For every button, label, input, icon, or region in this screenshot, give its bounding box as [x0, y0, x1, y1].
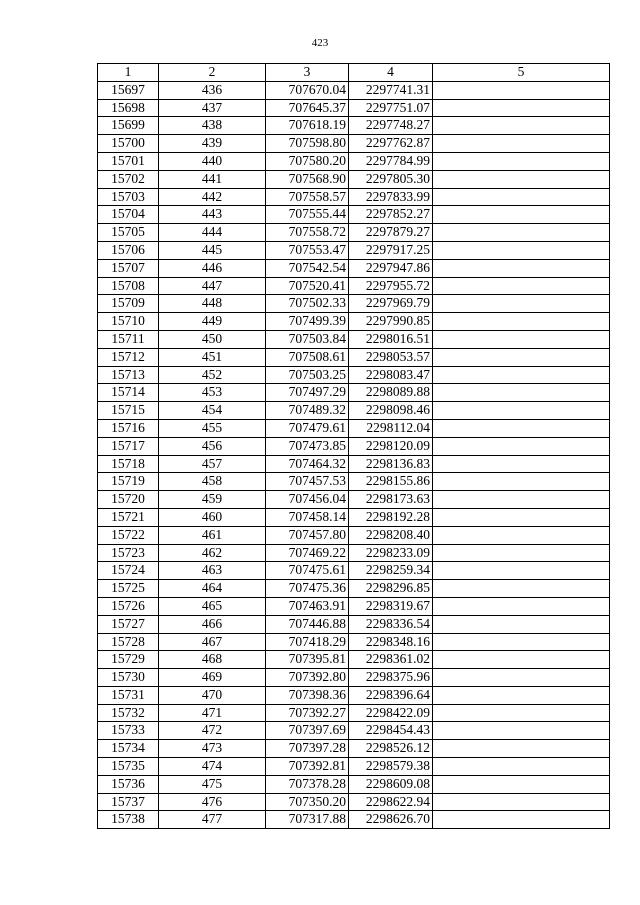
table-cell [433, 562, 610, 580]
table-cell: 15724 [98, 562, 159, 580]
table-cell: 707568.90 [266, 170, 349, 188]
table-row [98, 491, 610, 509]
table-cell: 463 [159, 562, 266, 580]
table-cell: 460 [159, 508, 266, 526]
table-cell: 2298016.51 [349, 330, 433, 348]
table-cell: 468 [159, 651, 266, 669]
table-cell: 472 [159, 722, 266, 740]
table-cell: 15734 [98, 740, 159, 758]
table-row [98, 295, 610, 313]
table-cell: 15710 [98, 313, 159, 331]
table-cell: 2297990.85 [349, 313, 433, 331]
table-cell [433, 152, 610, 170]
table-cell: 443 [159, 206, 266, 224]
table-cell [433, 740, 610, 758]
table-cell: 2298361.02 [349, 651, 433, 669]
table-cell: 15709 [98, 295, 159, 313]
table-cell: 449 [159, 313, 266, 331]
table-row [98, 615, 610, 633]
table-cell: 15719 [98, 473, 159, 491]
table-cell: 2298348.16 [349, 633, 433, 651]
table-cell: 464 [159, 580, 266, 598]
table-cell: 15712 [98, 348, 159, 366]
table-cell [433, 313, 610, 331]
table-cell: 2297955.72 [349, 277, 433, 295]
table-row [98, 508, 610, 526]
table-cell: 2297852.27 [349, 206, 433, 224]
table-cell: 15720 [98, 491, 159, 509]
table-cell: 2298422.09 [349, 704, 433, 722]
table-cell: 707398.36 [266, 686, 349, 704]
page-number: 423 [311, 37, 329, 49]
table-cell [433, 580, 610, 598]
table-cell: 461 [159, 526, 266, 544]
table-cell: 707473.85 [266, 437, 349, 455]
table-cell: 454 [159, 402, 266, 420]
column-header: 3 [266, 64, 349, 82]
table-cell: 2298609.08 [349, 775, 433, 793]
table-cell [433, 117, 610, 135]
table-row [98, 455, 610, 473]
table-cell: 707502.33 [266, 295, 349, 313]
table-cell: 707392.80 [266, 669, 349, 687]
table-row [98, 793, 610, 811]
table-row [98, 277, 610, 295]
table-cell: 707503.25 [266, 366, 349, 384]
table-row [98, 330, 610, 348]
table-row [98, 99, 610, 117]
table-cell: 707475.61 [266, 562, 349, 580]
table-cell: 466 [159, 615, 266, 633]
table-cell: 707508.61 [266, 348, 349, 366]
table-cell: 707497.29 [266, 384, 349, 402]
table-cell [433, 241, 610, 259]
table-cell: 707499.39 [266, 313, 349, 331]
table-cell: 707378.28 [266, 775, 349, 793]
table-cell: 15714 [98, 384, 159, 402]
table-cell: 15717 [98, 437, 159, 455]
table-cell: 474 [159, 758, 266, 776]
table-cell: 15698 [98, 99, 159, 117]
table-cell: 707446.88 [266, 615, 349, 633]
table-cell: 707542.54 [266, 259, 349, 277]
table-cell: 15713 [98, 366, 159, 384]
table-cell [433, 348, 610, 366]
table-cell: 2297748.27 [349, 117, 433, 135]
table-cell: 2297947.86 [349, 259, 433, 277]
table-cell [433, 455, 610, 473]
table-cell: 15715 [98, 402, 159, 420]
table-cell: 462 [159, 544, 266, 562]
table-cell: 444 [159, 224, 266, 242]
table-cell: 453 [159, 384, 266, 402]
table-row [98, 669, 610, 687]
table-cell: 15697 [98, 81, 159, 99]
table-cell [433, 811, 610, 829]
table-cell [433, 295, 610, 313]
column-header: 4 [349, 64, 433, 82]
table-row [98, 135, 610, 153]
table-row [98, 117, 610, 135]
table-cell [433, 473, 610, 491]
table-cell: 15718 [98, 455, 159, 473]
table-cell: 448 [159, 295, 266, 313]
table-cell: 707457.53 [266, 473, 349, 491]
table-cell: 2297762.87 [349, 135, 433, 153]
table-cell [433, 633, 610, 651]
table-cell: 15706 [98, 241, 159, 259]
table-cell [433, 99, 610, 117]
table-cell: 707670.04 [266, 81, 349, 99]
table-cell: 15699 [98, 117, 159, 135]
table-cell [433, 722, 610, 740]
table-cell: 477 [159, 811, 266, 829]
table-row [98, 473, 610, 491]
table-cell: 707418.29 [266, 633, 349, 651]
table-row [98, 384, 610, 402]
table-cell: 15738 [98, 811, 159, 829]
table-cell: 15730 [98, 669, 159, 687]
table-row [98, 633, 610, 651]
table-cell [433, 615, 610, 633]
table-cell: 707558.72 [266, 224, 349, 242]
table-cell: 2298155.86 [349, 473, 433, 491]
table-row [98, 152, 610, 170]
table-cell [433, 651, 610, 669]
table-cell: 2298098.46 [349, 402, 433, 420]
table-row [98, 259, 610, 277]
table-cell [433, 544, 610, 562]
table-cell [433, 526, 610, 544]
table-row [98, 170, 610, 188]
column-header: 1 [98, 64, 159, 82]
table-cell: 455 [159, 419, 266, 437]
table-row [98, 188, 610, 206]
table-cell: 15716 [98, 419, 159, 437]
table-cell: 436 [159, 81, 266, 99]
table-row [98, 437, 610, 455]
table-cell: 15726 [98, 597, 159, 615]
table-cell: 15700 [98, 135, 159, 153]
table-cell: 15736 [98, 775, 159, 793]
table-cell: 707392.27 [266, 704, 349, 722]
table-cell: 15733 [98, 722, 159, 740]
table-cell: 15707 [98, 259, 159, 277]
table-cell: 2297784.99 [349, 152, 433, 170]
table-cell: 469 [159, 669, 266, 687]
table-cell: 2298622.94 [349, 793, 433, 811]
table-cell: 470 [159, 686, 266, 704]
table-row [98, 206, 610, 224]
table-cell: 707463.91 [266, 597, 349, 615]
table-cell: 707645.37 [266, 99, 349, 117]
table-cell: 2297751.07 [349, 99, 433, 117]
table-cell: 451 [159, 348, 266, 366]
table-cell [433, 758, 610, 776]
table-cell: 447 [159, 277, 266, 295]
table-row [98, 313, 610, 331]
table-cell [433, 206, 610, 224]
table-cell: 2298526.12 [349, 740, 433, 758]
table-cell: 707558.57 [266, 188, 349, 206]
table-cell: 2298259.34 [349, 562, 433, 580]
table-cell: 450 [159, 330, 266, 348]
table-cell: 15702 [98, 170, 159, 188]
table-row [98, 402, 610, 420]
table-cell: 2298083.47 [349, 366, 433, 384]
table-row [98, 686, 610, 704]
table-row [98, 651, 610, 669]
table-cell: 2298375.96 [349, 669, 433, 687]
table-cell: 707397.69 [266, 722, 349, 740]
table-cell: 2297969.79 [349, 295, 433, 313]
table-cell: 476 [159, 793, 266, 811]
table-row [98, 419, 610, 437]
table-cell: 2298053.57 [349, 348, 433, 366]
table-row [98, 704, 610, 722]
table-cell: 2298579.38 [349, 758, 433, 776]
table-cell: 2298396.64 [349, 686, 433, 704]
table-cell: 15728 [98, 633, 159, 651]
table-cell: 2298208.40 [349, 526, 433, 544]
table-cell: 441 [159, 170, 266, 188]
table-cell [433, 508, 610, 526]
table-cell: 15721 [98, 508, 159, 526]
table-row [98, 811, 610, 829]
table-cell: 15723 [98, 544, 159, 562]
table-cell: 446 [159, 259, 266, 277]
table-cell: 2297805.30 [349, 170, 433, 188]
table-cell: 707350.20 [266, 793, 349, 811]
table-cell: 440 [159, 152, 266, 170]
table-cell [433, 81, 610, 99]
table-cell: 442 [159, 188, 266, 206]
table-cell: 707479.61 [266, 419, 349, 437]
table-cell: 2298626.70 [349, 811, 433, 829]
column-header: 2 [159, 64, 266, 82]
table-row [98, 597, 610, 615]
table-row [98, 241, 610, 259]
table-cell: 15737 [98, 793, 159, 811]
table-cell [433, 669, 610, 687]
table-row [98, 580, 610, 598]
table-cell [433, 170, 610, 188]
table-cell: 707397.28 [266, 740, 349, 758]
table-cell: 471 [159, 704, 266, 722]
table-row [98, 81, 610, 99]
table-cell: 707317.88 [266, 811, 349, 829]
table-cell: 15704 [98, 206, 159, 224]
table-cell: 707553.47 [266, 241, 349, 259]
table-cell: 2297879.27 [349, 224, 433, 242]
table-cell: 15735 [98, 758, 159, 776]
table-cell: 457 [159, 455, 266, 473]
table-row [98, 740, 610, 758]
table-row [98, 775, 610, 793]
table-cell: 2298120.09 [349, 437, 433, 455]
table-cell: 2298336.54 [349, 615, 433, 633]
table-row [98, 544, 610, 562]
table-cell [433, 135, 610, 153]
table-cell: 707598.80 [266, 135, 349, 153]
table-cell: 438 [159, 117, 266, 135]
table-cell: 707503.84 [266, 330, 349, 348]
table-cell: 2298454.43 [349, 722, 433, 740]
table-cell: 15722 [98, 526, 159, 544]
table-row [98, 348, 610, 366]
table-cell: 707580.20 [266, 152, 349, 170]
table-cell [433, 419, 610, 437]
table-cell: 2298173.63 [349, 491, 433, 509]
table-cell: 465 [159, 597, 266, 615]
table-cell: 445 [159, 241, 266, 259]
table-cell: 707392.81 [266, 758, 349, 776]
table-cell: 15727 [98, 615, 159, 633]
table-row [98, 366, 610, 384]
table-cell: 15708 [98, 277, 159, 295]
table-cell [433, 793, 610, 811]
table-cell: 2298192.28 [349, 508, 433, 526]
table-cell: 2298136.83 [349, 455, 433, 473]
table-cell: 15729 [98, 651, 159, 669]
table-cell [433, 384, 610, 402]
table-cell: 15731 [98, 686, 159, 704]
table-cell: 707395.81 [266, 651, 349, 669]
table-cell: 707520.41 [266, 277, 349, 295]
table-cell [433, 259, 610, 277]
table-cell [433, 188, 610, 206]
table-cell: 2298319.67 [349, 597, 433, 615]
table-cell: 707475.36 [266, 580, 349, 598]
coordinates-table [97, 63, 610, 829]
table-cell: 2297917.25 [349, 241, 433, 259]
table-cell [433, 277, 610, 295]
table-cell: 437 [159, 99, 266, 117]
table-cell: 456 [159, 437, 266, 455]
column-header: 5 [433, 64, 610, 82]
table-row [98, 758, 610, 776]
table-body [98, 81, 610, 828]
table-row [98, 722, 610, 740]
table-cell [433, 366, 610, 384]
table-cell: 707464.32 [266, 455, 349, 473]
table-cell [433, 704, 610, 722]
table-row [98, 526, 610, 544]
table-cell: 458 [159, 473, 266, 491]
table-cell: 2298089.88 [349, 384, 433, 402]
table-cell: 467 [159, 633, 266, 651]
table-cell: 707469.22 [266, 544, 349, 562]
table-cell: 475 [159, 775, 266, 793]
table-cell [433, 491, 610, 509]
table-cell: 2297741.31 [349, 81, 433, 99]
table-cell [433, 597, 610, 615]
table-cell: 2298296.85 [349, 580, 433, 598]
table-cell: 15732 [98, 704, 159, 722]
table-cell: 15705 [98, 224, 159, 242]
table-header-row [98, 64, 610, 82]
table-cell: 707457.80 [266, 526, 349, 544]
table-cell: 2298233.09 [349, 544, 433, 562]
table-cell: 707555.44 [266, 206, 349, 224]
table-cell: 707489.32 [266, 402, 349, 420]
table-cell: 707458.14 [266, 508, 349, 526]
table-cell: 15711 [98, 330, 159, 348]
table-cell: 473 [159, 740, 266, 758]
table-cell: 2297833.99 [349, 188, 433, 206]
table-cell: 707618.19 [266, 117, 349, 135]
table-cell [433, 437, 610, 455]
table-cell: 439 [159, 135, 266, 153]
table-cell [433, 402, 610, 420]
table-row [98, 562, 610, 580]
table-cell: 15703 [98, 188, 159, 206]
table-cell [433, 224, 610, 242]
table-cell: 15725 [98, 580, 159, 598]
table-cell: 2298112.04 [349, 419, 433, 437]
table-row [98, 224, 610, 242]
table-cell [433, 330, 610, 348]
table-cell: 452 [159, 366, 266, 384]
table-cell: 707456.04 [266, 491, 349, 509]
table-cell: 15701 [98, 152, 159, 170]
table-cell [433, 686, 610, 704]
table-cell [433, 775, 610, 793]
table-cell: 459 [159, 491, 266, 509]
